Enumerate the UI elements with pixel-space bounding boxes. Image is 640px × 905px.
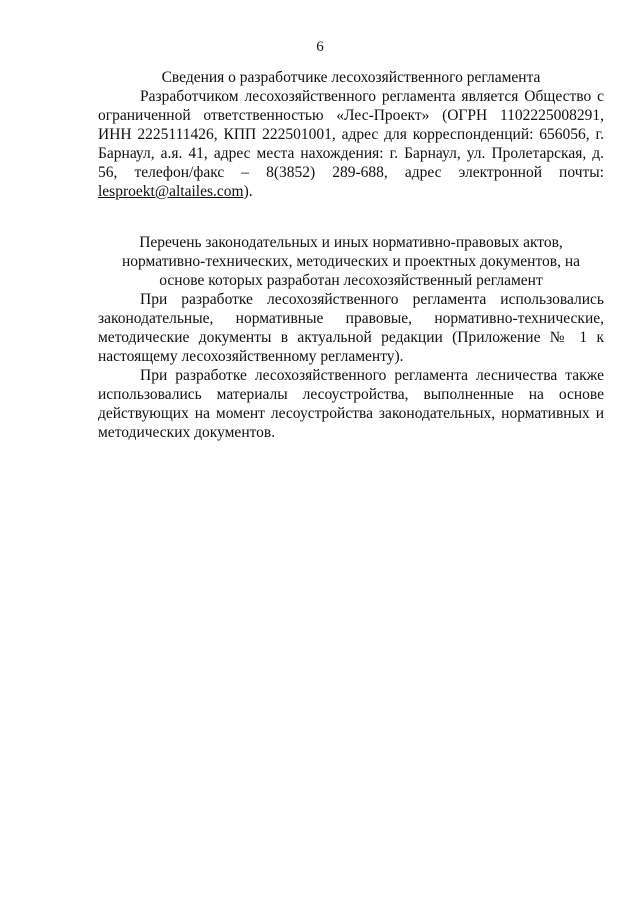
developer-info-text-end: ). — [243, 183, 253, 200]
page-number: 6 — [316, 39, 324, 55]
regulatory-docs-heading: Перечень законодательных и иных нормативно-правовых актов, нормативно-технических, методических и проектных документов, на основе которых разработан лесохозяйственный регламент — [121, 234, 581, 289]
document-body — [98, 68, 604, 442]
regulatory-docs-paragraph-1: При разработке лесохозяйственного регламента использовались законодательные, нормативные правовые, нормативно-технические, методические документы в актуальной редакции (Приложение № 1 к настоящему лесохозяйственному регламенту). — [98, 291, 604, 365]
developer-info-heading: Сведения о разработчике лесохозяйственного регламента — [161, 69, 541, 86]
regulatory-docs-paragraph-2: При разработке лесохозяйственного регламента лесничества также использовались материалы лесоустройства, выполненные на основе действующих на момент лесоустройства законодательных, нормативных и методических документов. — [98, 367, 604, 441]
developer-info-paragraph — [98, 87, 604, 201]
developer-email-link[interactable]: lesproekt@altailes.com — [98, 183, 244, 200]
developer-info-text: Разработчиком лесохозяйственного регламента является Общество с ограниченной ответственностью «Лес-Проект» (ОГРН 1102225008291, ИНН 2225111426, КПП 222501001, адрес для корреспонденций: 656056, г. Барнаул, а.я. 41, адрес места нахождения: г. Барнаул, ул. Пролетарская, д. 56, телефон/факс – 8(3852) 289-688, адрес электронной почты: — [98, 88, 604, 181]
section-spacer — [98, 201, 604, 233]
